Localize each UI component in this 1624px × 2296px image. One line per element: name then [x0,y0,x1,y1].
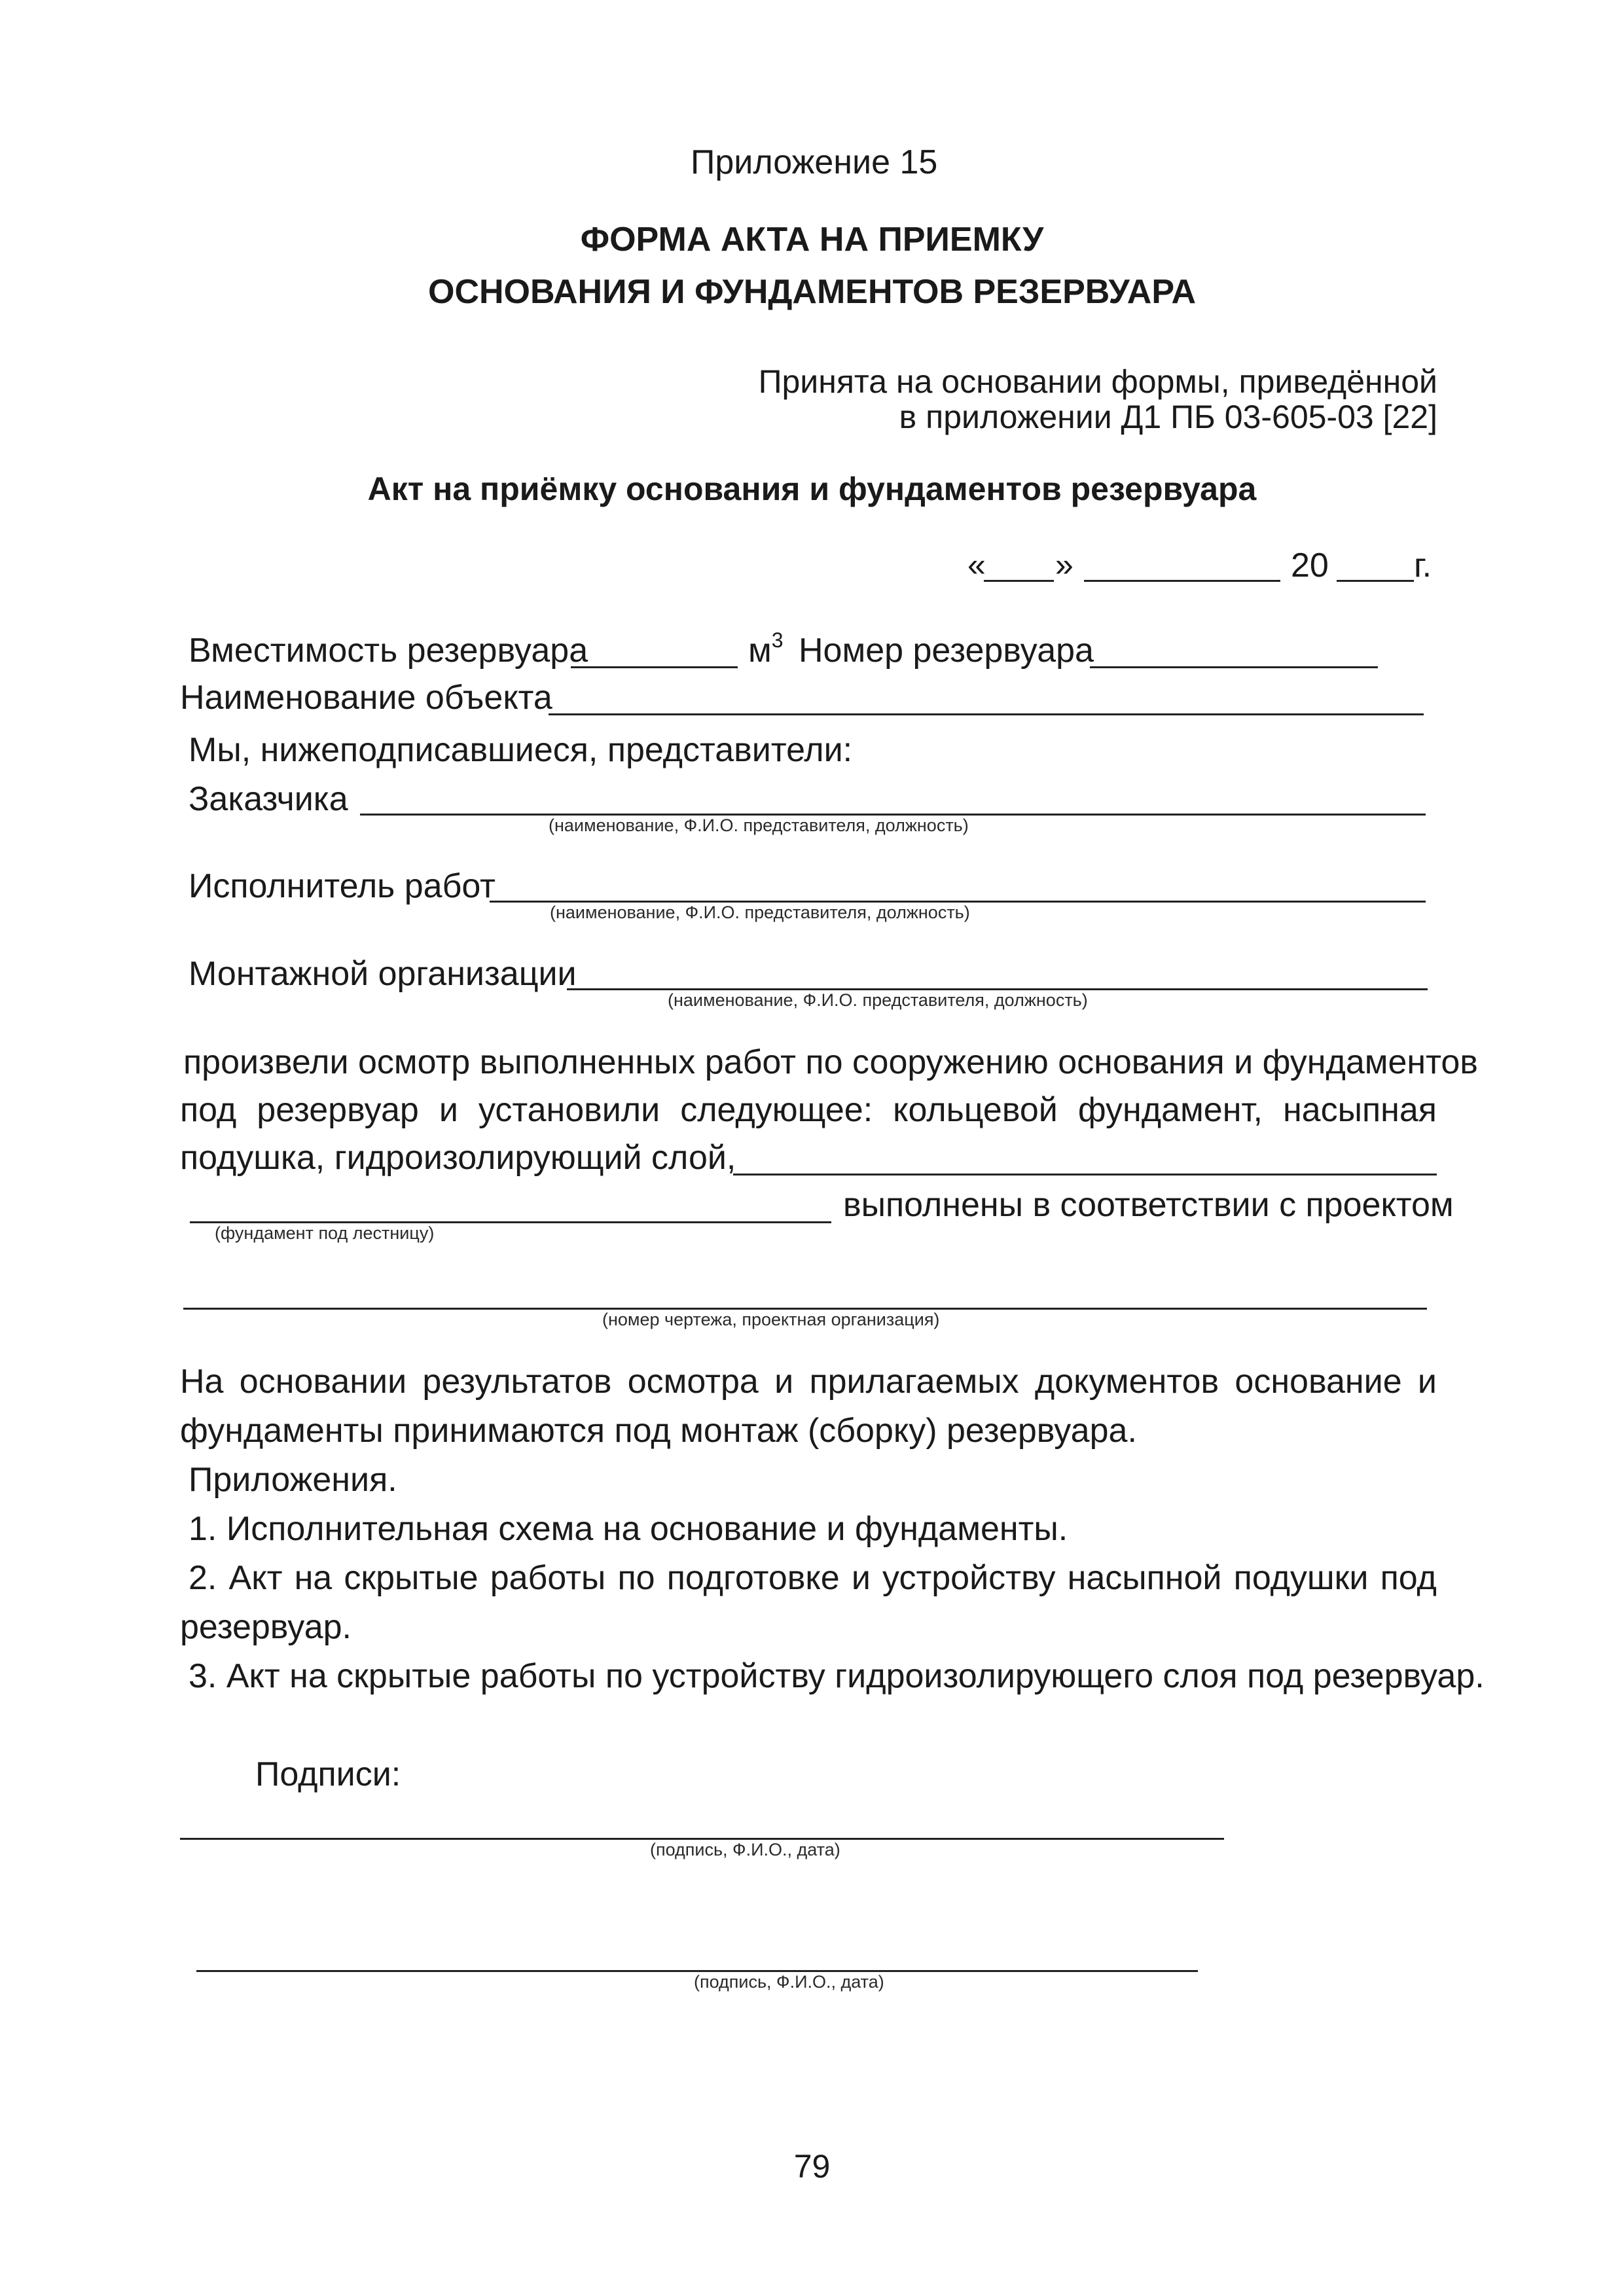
tank-number-label: Номер резервуара [799,632,1094,670]
attachment-item-2: 2. Акт на скрытые работы по подготовке и устройству насыпной подушки под [189,1559,1437,1597]
installer-label: Монтажной организации [189,955,577,993]
inspection-extra-field[interactable] [733,1174,1437,1175]
inspection-line1: произвели осмотр выполненных работ по сооружению основания и фундаментов [183,1043,1478,1081]
attachment-item-1: 1. Исполнительная схема на основание и фундаменты. [189,1510,1068,1548]
signature-hint-1: (подпись, Ф.И.О., дата) [650,1840,840,1859]
page-number: 79 [793,2148,831,2185]
date-day-field[interactable] [984,580,1054,582]
date-year-field[interactable] [1337,580,1414,582]
act-title: Акт на приёмку основания и фундаментов резервуара [367,471,1257,507]
installer-hint: (наименование, Ф.И.О. представителя, должность) [668,990,1088,1010]
date-month-field[interactable] [1084,580,1280,582]
stair-foundation-hint: (фундамент под лестницу) [215,1223,435,1243]
drawing-number-hint: (номер чертежа, проектная организация) [602,1310,940,1329]
customer-hint: (наименование, Ф.И.О. представителя, должность) [549,816,969,835]
signature-hint-2: (подпись, Ф.И.О., дата) [694,1972,884,1992]
inspection-line2: под резервуар и установили следующее: кольцевой фундамент, насыпная [180,1091,1437,1129]
capacity-field[interactable] [571,666,738,668]
object-name-field[interactable] [549,713,1424,715]
contractor-hint: (наименование, Ф.И.О. представителя, должность) [550,903,970,922]
date-close-quote: » [1055,547,1074,583]
representatives-intro: Мы, нижеподписавшиеся, представители: [189,731,853,769]
date-year-suffix: г. [1414,547,1432,584]
form-title-line2: ОСНОВАНИЯ И ФУНДАМЕНТОВ РЕЗЕРВУАРА [428,273,1196,311]
conclusion-line2: фундаменты принимаются под монтаж (сборку) резервуара. [180,1412,1137,1450]
tank-number-field[interactable] [1090,666,1378,668]
signatures-heading: Подписи: [255,1755,401,1793]
capacity-label: Вместимость резервуара [189,632,588,670]
attachment-item-2-cont: резервуар. [180,1608,352,1646]
stair-done-text: выполнены в соответствии с проектом [843,1186,1454,1224]
attachments-heading: Приложения. [189,1461,397,1499]
capacity-unit: $м^3$ [748,628,784,670]
contractor-label: Исполнитель работ [189,867,496,905]
date-year-prefix: 20 [1291,547,1329,584]
appendix-label: Приложение 15 [691,143,938,181]
object-name-label: Наименование объекта [180,679,552,717]
date-open-quote: « [967,547,986,583]
customer-label: Заказчика [189,780,348,818]
conclusion-line1: На основании результатов осмотра и прилагаемых документов основание и [180,1363,1437,1401]
source-note-line2: в приложении Д1 ПБ 03-605-03 [22] [899,399,1437,435]
attachment-item-3: 3. Акт на скрытые работы по устройству гидроизолирующего слоя под резервуар. [189,1657,1485,1695]
inspection-line3: подушка, гидроизолирующий слой, [180,1139,736,1177]
source-note-line1: Принята на основании формы, приведённой [758,363,1437,400]
form-title-line1: ФОРМА АКТА НА ПРИЕМКУ [580,221,1044,259]
